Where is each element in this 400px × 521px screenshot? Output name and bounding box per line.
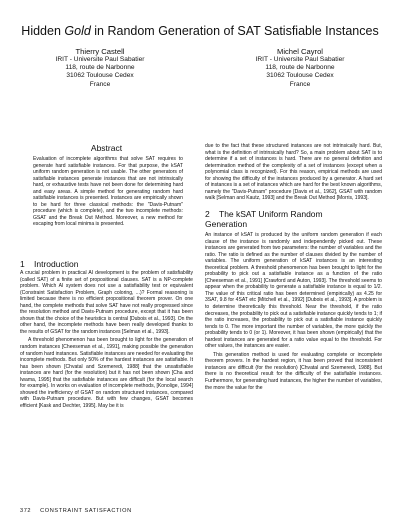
- author-name: Thierry Castell: [75, 47, 125, 56]
- section-title: Introduction: [34, 259, 79, 269]
- page-number: 372: [20, 508, 32, 514]
- paragraph: An instance of kSAT is produced by the uniform random generation if each clause of the instance is randomly and independently picked out. These instances are generated from two parameters: the number of variables and the ratio. The ratio is defined as the number of clauses divided by the number of variables. The uniform generation of kSAT instances is an interesting theoretical problem. A threshold phenomenon has been brought to light for the probability to pick out a satisfiable instance as a function of the ratio [Cheeseman et al., 1991] [Crawford and Auton, 1993]. The threshold seems to appear when the probability to generate a satisfiable instance is equal to 1/2. The value of this critical ratio has been determined (empirically) as 4.25 for 3SAT, 9.8 for 4SAT etc [Mitchell et al., 1992] [Dubois et al., 1993]. A problem is to determine theoretically this threshold. Near the threshold, if the ratio decreases, the probability to pick out a satisfiable instance quickly tends to 1; if the ratio increases, the probability to pick out a satisfiable instance quickly tends to 0. The more important the number of variables, the more quickly the probability tends to 0 (or 1). Moreover, it has been shown (empirically) that the hardest instances are generated for a ratio value equal to the threshold. For other values, the instances are easier.: [205, 232, 382, 350]
- title-italic-word: Gold: [64, 24, 91, 38]
- author-address: 118, route de Narbonne: [65, 64, 135, 72]
- author-country: France: [89, 80, 111, 88]
- section-1-body: [20, 270, 193, 411]
- title-part-1: Hidden: [21, 24, 65, 38]
- author-name: Michel Cayrol: [277, 47, 323, 56]
- author-affiliation: IRIT - Universite Paul Sabatier: [255, 56, 345, 63]
- author-block-1: [5, 47, 195, 89]
- section-1-heading: [20, 259, 193, 269]
- section-2-heading: [205, 210, 382, 229]
- abstract-heading: Abstract: [90, 143, 123, 153]
- author-block-2: [205, 47, 395, 89]
- section-title-line-1: The kSAT Uniform Random: [219, 209, 323, 219]
- intro-continuation: due to the fact that these structured instances are not intrinsically hard. But, what is the definition of intrinsically hard? So, a main problem about SAT is to determine if a set of instances is hard. There are no general definition and determination method of the complexity of a set of instances (except when a polynomial class is recognized). For this reason, empirical methods are used for showing the difficulty of the instances produced by a generator. A hard set of instances is a set of instances which are hard for the best known algorithms, namely the "Davis-Putnam" procedure [Davis et al., 1962], GSAT with random walk [Selman and Kautz, 1993] and the Break Out Method [Morris, 1993].: [205, 143, 382, 202]
- running-title: CONSTRAINT SATISFACTION: [40, 508, 132, 514]
- section-number: 1: [20, 259, 25, 269]
- author-city: 31062 Toulouse Cedex: [66, 72, 134, 80]
- paragraph: A crucial problem in practical AI development is the problem of satisfiability (called SAT) of a finite set of propositional clauses. SAT is a NP-complete problem. Which AI system does not use a satisfiability test or equivalent (Constraint Satisfaction Problem, Graph coloring, ...)? Formal reasoning is limited because there is no efficient propositional theorem prover. On one hand, the complete methods that solve SAT have not really progressed since the resolution method and Davis-Putnam procedure, except that it has been shown that the choice of the heuristics is central [Dubois et al., 1993]. On the other hand, the incomplete methods have been really developed thanks to the results of GSAT for the random instances [Selman et al., 1993].: [20, 270, 193, 335]
- section-number: 2: [205, 209, 210, 219]
- author-address: 118, route de Narbonne: [265, 64, 335, 72]
- author-affiliation: IRIT - Universite Paul Sabatier: [55, 56, 145, 63]
- page-footer: [20, 508, 132, 514]
- title-part-2: in Random Generation of SAT Satisfiable Instances: [90, 24, 379, 38]
- paper-title: [0, 24, 400, 38]
- section-title-line-2: Generation: [205, 218, 248, 229]
- section-2-body: [205, 232, 382, 393]
- author-city: 31062 Toulouse Cedex: [266, 72, 334, 80]
- paragraph: A threshold phenomenon has been brought to light for the generation of random instances [Cheeseman et al., 1991], making possible the generation of random hard instances. Satisfiable instances are needed for evaluating the incomplete methods. But only 50% of the hardest instances are satisfiable. It has been shown [Chvatal and Szemeredi, 1988] that the unsatisfiable instances are hard (for the resolution) but it has not been shown [Cha and Iwama, 1995] that the satisfiable instances are difficult (for the local search for example). In works on evaluation of incomplete methods, [Konolige, 1994] showed the inefficiency of GSAT on random structured instances, compared with Davis-Putnam procedure. But with few changes, GSAT becomes efficient [Kask and Dechter, 1995]. May be it is: [20, 337, 193, 409]
- paragraph: This generation method is used for evaluating complete or incomplete theorem provers. In the hardest region, it has been proved that inconsistent instances are difficult (for the resolution) [Chvatal and Szemeredi, 1988]. But there is no theoretical result for the difficulty of the satisfiable instances. Furthermore, for generating hard instances, the higher the number of variables, the more the value for the: [205, 351, 382, 391]
- abstract-text: Evaluation of incomplete algorithms that solve SAT requires to generate hard satisfiable instances. For that purpose, the kSAT uniform random generation is not usable. The other generators of satisfiable instances generate instances that are not intrinsically hard, or exhaustive tests have not been done for determining hard and easy areas. A simple method for generating random hard satisfiable instances is presented. Instances are empirically shown to be hard for three classical methods: the "Davis-Putnam" procedure (which is complete), and the two incomplete methods: GSAT and the Break Out Method. Moreover, a new method for escaping from local minima is presented.: [33, 156, 183, 228]
- author-country: France: [289, 80, 311, 88]
